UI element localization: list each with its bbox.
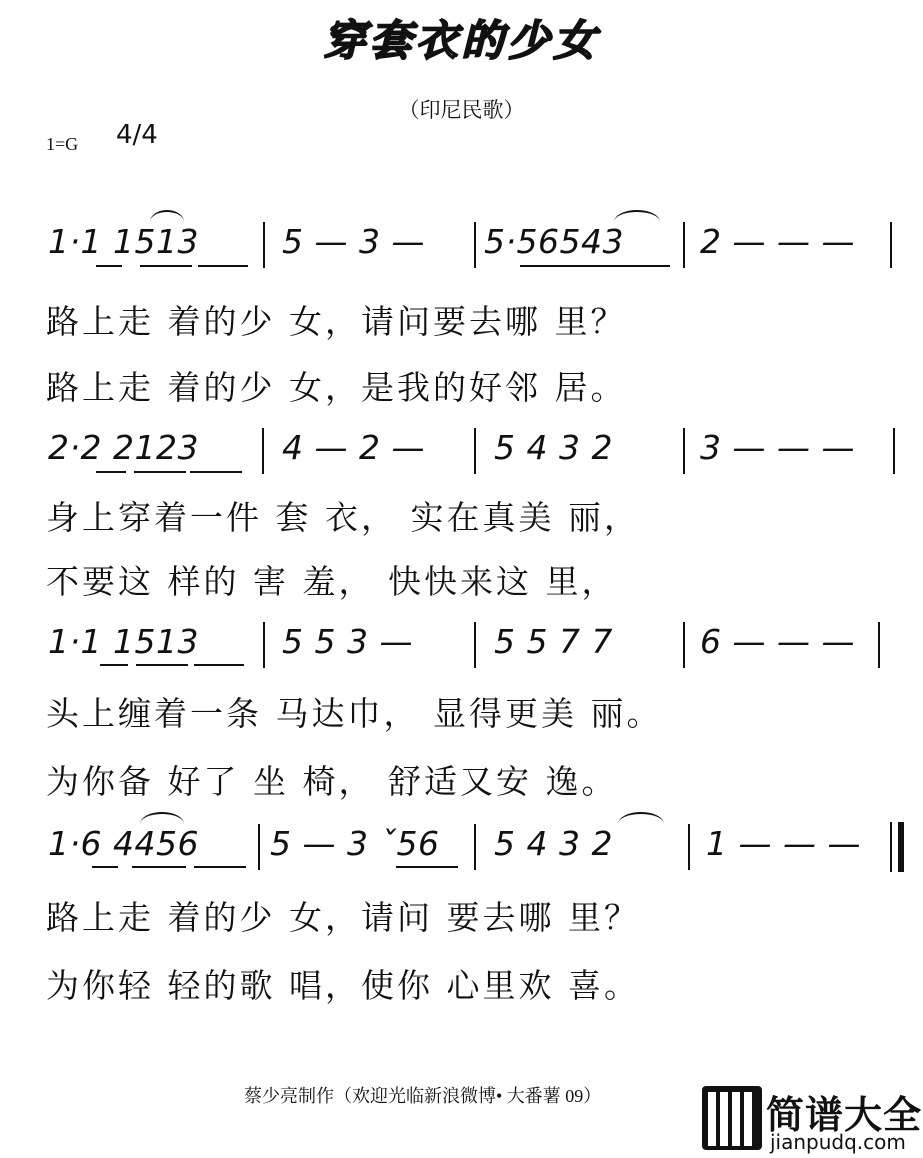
measure: 5 4 3 2: [494, 824, 613, 863]
underline-beam: [96, 471, 126, 473]
measure: 2·2 2123: [48, 428, 199, 467]
lyric-line: 为你轻 轻的歌 唱，使你 心里欢 喜。: [46, 966, 640, 1005]
measure: 5 — 3 ˇ56: [270, 824, 440, 863]
measure: 5 5 3 —: [282, 622, 413, 661]
measure: 3 — — —: [700, 428, 855, 467]
measure: 1·6 4456: [48, 824, 199, 863]
time-signature: 4/4: [116, 120, 158, 150]
measure: 2 — — —: [700, 222, 855, 261]
underline-beam: [396, 866, 458, 868]
underline-beam: [134, 471, 186, 473]
underline-beam: [92, 866, 118, 868]
barline: [890, 222, 892, 268]
barline: [263, 222, 265, 268]
measure: 5 — 3 —: [282, 222, 425, 261]
underline-beam: [100, 664, 128, 666]
barline: [683, 622, 685, 668]
underline-beam: [132, 866, 186, 868]
lyric-line: 路上走 着的少 女，请问 要去哪 里？: [46, 898, 640, 937]
logo-url: jianpudq.com: [770, 1130, 906, 1154]
slur: [140, 812, 184, 824]
measure: 4 — 2 —: [282, 428, 425, 467]
barline: [258, 824, 260, 870]
underline-beam: [194, 664, 244, 666]
barline: [263, 622, 265, 668]
lyric-line: 为你备 好了 坐 椅， 舒适又安 逸。: [46, 762, 618, 801]
barline: [474, 222, 476, 268]
site-logo: [700, 1082, 922, 1154]
measure: 1·1 1513: [48, 622, 199, 661]
lyric-line: 身上穿着一件 套 衣， 实在真美 丽，: [46, 498, 640, 537]
barline: [683, 428, 685, 474]
underline-beam: [140, 265, 192, 267]
slur: [150, 210, 184, 222]
key-signature: 1=G: [46, 134, 79, 154]
song-subtitle: （印尼民歌）: [398, 98, 525, 122]
underline-beam: [520, 265, 670, 267]
slur: [618, 812, 664, 824]
barline: [688, 824, 690, 870]
logo-title: 简谱大全: [766, 1093, 923, 1137]
barline: [474, 622, 476, 668]
barline: [683, 222, 685, 268]
underline-beam: [136, 664, 188, 666]
underline-beam: [190, 471, 242, 473]
final-barline-thick: [898, 822, 904, 872]
barline: [474, 428, 476, 474]
song-title: 穿套衣的少女: [323, 16, 600, 65]
measure: 6 — — —: [700, 622, 855, 661]
credit-line: 蔡少亮制作（欢迎光临新浪微博• 大番薯 09）: [244, 1086, 602, 1106]
lyric-line: 路上走 着的少 女，请问要去哪 里？: [46, 302, 627, 341]
measure: 1·1 1513: [48, 222, 199, 261]
measure: 5 5 7 7: [494, 622, 613, 661]
lyric-line: 不要这 样的 害 羞， 快快来这 里，: [46, 562, 618, 601]
barline: [474, 824, 476, 870]
measure: 1 — — —: [706, 824, 861, 863]
slur: [614, 210, 660, 222]
underline-beam: [194, 866, 246, 868]
underline-beam: [198, 265, 248, 267]
barline: [262, 428, 264, 474]
underline-beam: [96, 265, 122, 267]
lyric-line: 路上走 着的少 女，是我的好邻 居。: [46, 368, 627, 407]
barline: [878, 622, 880, 668]
measure: 5 4 3 2: [494, 428, 613, 467]
lyric-line: 头上缠着一条 马达巾， 显得更美 丽。: [46, 694, 663, 733]
final-barline-thin: [890, 822, 892, 872]
barline: [893, 428, 895, 474]
measure: 5·56543: [484, 222, 624, 261]
